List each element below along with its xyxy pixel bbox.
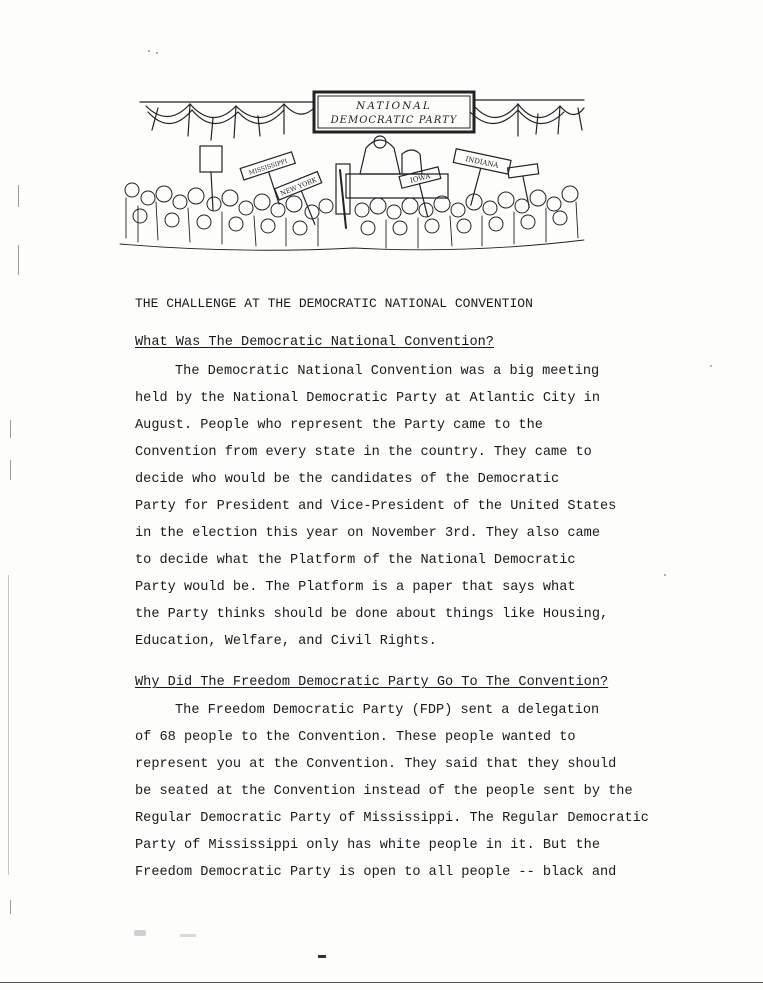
paragraph-line: to decide what the Platform of the National Democratic [135, 553, 576, 568]
paragraph-line: The Democratic National Convention was a big meeting [175, 364, 600, 379]
paragraph-line: Education, Welfare, and Civil Rights. [135, 634, 437, 649]
paragraph-line: the Party thinks should be done about things like Housing, [135, 607, 609, 622]
scan-speck [156, 52, 158, 54]
sign-iowa: IOWA [409, 172, 432, 185]
paragraph-line: of 68 people to the Convention. These people wanted to [135, 730, 576, 745]
scan-margin-mark [10, 460, 11, 480]
scan-dash-mark [318, 955, 326, 958]
paragraph-line: represent you at the Convention. They said that they should [135, 757, 617, 772]
scan-margin-mark [18, 245, 19, 275]
section-heading-fdp: Why Did The Freedom Democratic Party Go To The Convention? [135, 675, 609, 690]
paragraph-line: Freedom Democratic Party is open to all people -- black and [135, 865, 617, 880]
sign-indiana: INDIANA [464, 155, 500, 170]
paragraph-line: in the election this year on November 3rd. They also came [135, 526, 600, 541]
paragraph-line: Party for President and Vice-President of the United States [135, 499, 617, 514]
paragraph-line: be seated at the Convention instead of the people sent by the [135, 784, 633, 799]
scan-speck [148, 50, 150, 52]
section-heading-convention: What Was The Democratic National Convention? [135, 335, 494, 350]
paragraph-line: August. People who represent the Party came to the [135, 418, 543, 433]
scan-margin-mark [8, 575, 9, 875]
sign-mississippi: MISSISSIPPI [248, 157, 289, 177]
section-paragraph-convention [135, 358, 655, 655]
scan-margin-mark [10, 900, 11, 914]
section-paragraph-fdp [135, 697, 655, 886]
scan-speck [664, 574, 666, 576]
paragraph-line: Party would be. The Platform is a paper that says what [135, 580, 576, 595]
banner-line-2: DEMOCRATIC PARTY [330, 115, 458, 126]
scan-speck [710, 365, 712, 367]
scan-speck [134, 930, 146, 936]
scan-margin-mark [18, 185, 19, 207]
paragraph-line: Party of Mississippi only has white people in it. But the [135, 838, 600, 853]
banner-line-1: NATIONAL [356, 100, 432, 112]
paragraph-line: Regular Democratic Party of Mississippi. The Regular Democratic [135, 811, 649, 826]
scan-margin-mark [10, 420, 11, 438]
convention-illustration [118, 78, 588, 264]
document-title: THE CHALLENGE AT THE DEMOCRATIC NATIONAL CONVENTION [135, 296, 533, 311]
paragraph-line: Convention from every state in the country. They came to [135, 445, 592, 460]
page-bottom-edge [0, 982, 763, 983]
paragraph-line: decide who would be the candidates of the Democratic [135, 472, 560, 487]
paragraph-line: held by the National Democratic Party at Atlantic City in [135, 391, 600, 406]
sign-new-york: NEW YORK [279, 175, 318, 198]
scan-speck [180, 934, 196, 937]
paragraph-line: The Freedom Democratic Party (FDP) sent a delegation [175, 703, 600, 718]
